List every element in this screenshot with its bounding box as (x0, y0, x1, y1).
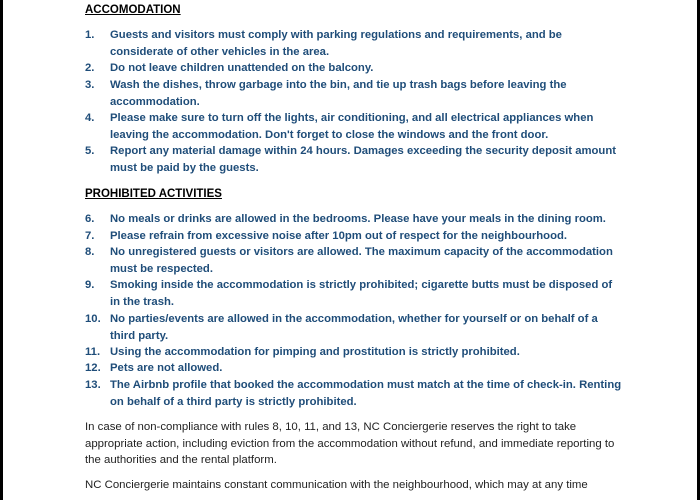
rule-text: No unregistered guests or visitors are allowed. The maximum capacity of the accommodation must be respected. (110, 246, 613, 275)
non-compliance-paragraph: In case of non-compliance with rules 8, 10, 11, and 13, NC Conciergerie reserves the right to take appropriate action, including eviction from the accommodation without refund, and immediate reporting to the authorities and the rental platform. (85, 421, 615, 467)
rule-number: 7. (85, 230, 95, 242)
rule-number: 4. (85, 112, 95, 124)
rule-item (85, 60, 625, 77)
rule-text: Using the accommodation for pimping and prostitution is strictly prohibited. (110, 346, 520, 358)
rule-item (85, 344, 625, 361)
rule-text: Please make sure to turn off the lights, air conditioning, and all electrical appliances when leaving the accommodation. Don't forget to close the windows and the front door. (110, 112, 594, 141)
rule-text: The Airbnb profile that booked the accommodation must match at the time of check-in. Renting on behalf of a third party is strictly prohibited. (110, 379, 622, 408)
rule-number: 2. (85, 62, 95, 74)
rule-number: 9. (85, 279, 95, 291)
rule-number: 8. (85, 246, 95, 258)
rule-text: Smoking inside the accommodation is strictly prohibited; cigarette butts must be disposed of in the trash. (110, 279, 613, 308)
rule-text: No meals or drinks are allowed in the bedrooms. Please have your meals in the dining room. (110, 213, 606, 225)
rule-text: Please refrain from excessive noise after 10pm out of respect for the neighbourhood. (110, 230, 568, 242)
rule-text: Do not leave children unattended on the balcony. (110, 62, 374, 74)
rule-text: Wash the dishes, throw garbage into the bin, and tie up trash bags before leaving the accommodation. (110, 79, 567, 108)
rule-item (85, 360, 625, 377)
rule-item (85, 27, 625, 60)
rule-number: 1. (85, 29, 95, 41)
prohibited-activities-heading: PROHIBITED ACTIVITIES (85, 188, 222, 200)
rule-number: 11. (85, 346, 101, 358)
page-border-left (0, 0, 3, 500)
rule-text: Report any material damage within 24 hours. Damages exceeding the security deposit amount must be paid by the guests. (110, 145, 616, 174)
rule-item (85, 377, 625, 410)
rule-number: 10. (85, 313, 101, 325)
rule-item (85, 277, 625, 310)
rule-item (85, 211, 625, 228)
rule-number: 5. (85, 145, 95, 157)
accommodation-heading: ACCOMODATION (85, 4, 181, 16)
rule-number: 6. (85, 213, 95, 225)
rule-item (85, 311, 625, 344)
rule-text: No parties/events are allowed in the accommodation, whether for yourself or on behalf of a third party. (110, 313, 598, 342)
rule-text: Pets are not allowed. (110, 362, 223, 374)
rule-item (85, 143, 625, 176)
rule-number: 3. (85, 79, 95, 91)
rule-number: 12. (85, 362, 101, 374)
rule-text: Guests and visitors must comply with parking regulations and requirements, and be considerate of other vehicles in the area. (110, 29, 562, 58)
communication-paragraph: NC Conciergerie maintains constant communication with the neighbourhood, which may at any time (85, 479, 588, 491)
rule-number: 13. (85, 379, 101, 391)
rule-item (85, 228, 625, 245)
rule-item (85, 244, 625, 277)
rule-item (85, 77, 625, 110)
rule-item (85, 110, 625, 143)
